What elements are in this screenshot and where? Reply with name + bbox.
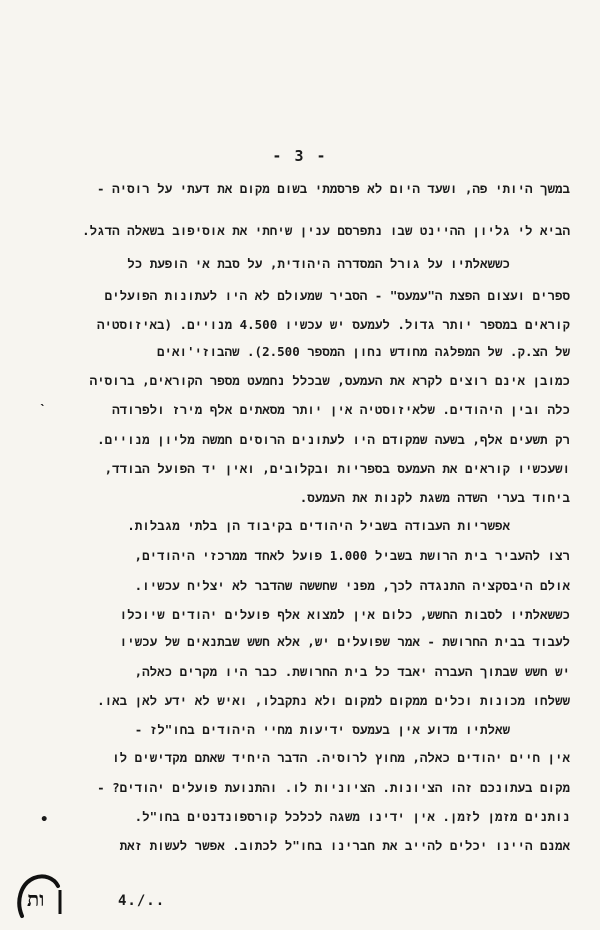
text-line: כששאלתיו לסבות החשש, כלום אין למצוא אלף פועלים יהודים שיוכלו bbox=[119, 607, 570, 622]
text-line: של הצ.ק. של המפלגה מחודש נחון המספר 2.500). שהבוזי'ואים bbox=[156, 344, 570, 359]
text-line: אפשריות העבודה בשביל היהודים בקיבוד הן בלתי מגבלות. bbox=[127, 518, 510, 533]
text-line: ספרים ועצום הפצת ה"עמעס" - הסביר שמעולם לא היו לעתונות הפועלים bbox=[104, 288, 570, 303]
text-line: הביא לי גליון ההיינט שבו נתפרסם ענין שיחתי את אוסיפוב בשאלה הדגל. bbox=[82, 223, 570, 238]
text-line: אמנם היינו יכלים להייב את חברינו בחו"ל לכתוב. אפשר לעשות זאת bbox=[119, 838, 570, 853]
text-line: ביחוד בערי השדה משגת לקנות את העמעס. bbox=[299, 490, 570, 505]
text-line: מקום בעתונכם זהו הציונות. הציוניות לו. והתנועת פועלים יהודים? - bbox=[97, 780, 570, 795]
text-line: לעבוד בבית החרושת - אמר שפועלים יש, אלא חשש שבתנאים של עכשיו bbox=[119, 634, 570, 649]
text-line: ששלחו מכונות וכלים ממקום למקום ולא נתקבלו, ואיש לא ידע לאן באו. bbox=[97, 693, 570, 708]
text-line: נותנים מזמן לזמן. אין ידינו משגה לכלכל קורספונדנטים בחו"ל. bbox=[134, 809, 570, 824]
stamp-mark: ות bbox=[27, 887, 45, 911]
text-line: יש חשש שבתוך העברה יאבד כל בית החרושת. כבר היו מקרים כאלה, bbox=[134, 664, 570, 679]
page-number: - 3 - bbox=[272, 147, 328, 165]
text-line: כלה ובין היהודים. שלאיזוסטיה אין יותר מסאתים אלף מירז ולפרודה bbox=[112, 402, 570, 417]
text-line: ושעכשיו קוראים את העמעס בספריות ובקלובים, ואין יד הפועל הבודד, bbox=[104, 461, 570, 476]
text-line: כמובן אינם רוצים לקרא את העמעס, שבכלל נחמעט מספר הקוראים, ברוסיה bbox=[89, 373, 570, 388]
text-line: שאלתיו מדוע אין בעמעס ידיעות מחיי היהודים בחו"לז - bbox=[134, 722, 510, 737]
text-line: אין חיים יהודים כאלה, מחוץ לרוסיה. הדבר היחיד שאתם מקדישים לו bbox=[112, 750, 570, 765]
text-line: במשך היותי פה, ושעד היום לא פרסמתי בשום מקום את דעתי על רוסיה - bbox=[97, 181, 570, 196]
text-line: רק תשעים אלף, בשעה שמקודם היו לעתונים הרוסים חמשה מליון מנויים. bbox=[97, 432, 570, 447]
text-line: כששאלתיו על גורל המסדרה היהודית, על סבת אי הופעת כל bbox=[127, 256, 510, 271]
margin-mark: • bbox=[40, 812, 49, 828]
text-line: אולם היבסקציה התנגדה לכך, מפני שחששה שהדבר לא יצליח עכשיו. bbox=[134, 578, 570, 593]
footer-page-ref: 4./.. bbox=[118, 893, 166, 909]
margin-mark: ˋ bbox=[38, 402, 47, 418]
text-line: רצו להעביר בית הרושת בשביל 1.000 פועל לאחד ממרכזי היהודים, bbox=[134, 548, 570, 563]
text-line: קוראים במספר יותר גדול. לעמעס יש עכשיו 4.500 מנויים. (באיזוסטיה bbox=[96, 317, 570, 332]
